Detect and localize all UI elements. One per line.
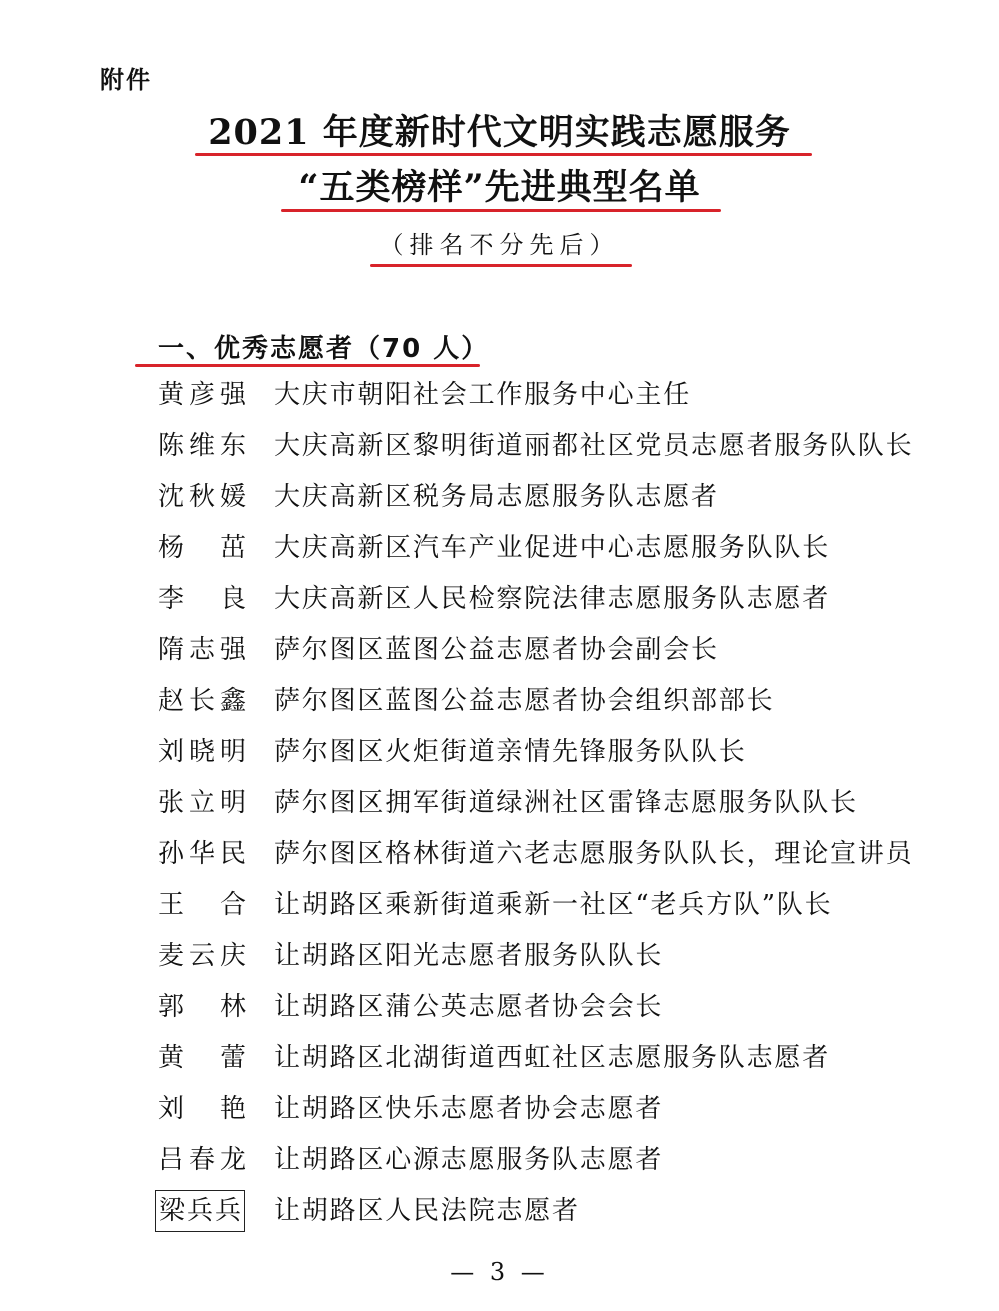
- volunteer-description: 让胡路区蒲公英志愿者协会会长: [274, 992, 664, 1022]
- volunteer-description: 大庆市朝阳社会工作服务中心主任: [274, 380, 692, 410]
- volunteer-name: 吕春龙: [158, 1145, 246, 1175]
- list-item: [0, 474, 999, 525]
- list-item: [0, 1086, 999, 1137]
- volunteer-name: 黄彦强: [158, 380, 246, 410]
- volunteer-description: 大庆高新区汽车产业促进中心志愿服务队队长: [274, 533, 831, 563]
- list-item: [0, 678, 999, 729]
- volunteer-name: 郭 林: [158, 992, 246, 1022]
- volunteer-description: 让胡路区快乐志愿者协会志愿者: [274, 1094, 664, 1124]
- document-title-line-2: “五类榜样”先进典型名单: [298, 167, 701, 208]
- title-underline-2: [281, 209, 721, 212]
- volunteer-name: 张立明: [158, 788, 246, 818]
- volunteer-description: 萨尔图区拥军街道绿洲社区雷锋志愿服务队队长: [274, 788, 858, 818]
- volunteer-name: 沈秋媛: [158, 482, 246, 512]
- list-item: [0, 627, 999, 678]
- volunteer-name: 李 良: [158, 584, 246, 614]
- list-item: [0, 729, 999, 780]
- volunteer-description: 让胡路区人民法院志愿者: [274, 1196, 580, 1226]
- section-heading-underline: [135, 364, 480, 367]
- volunteer-name: 梁兵兵: [155, 1190, 245, 1232]
- volunteer-description: 大庆高新区税务局志愿服务队志愿者: [274, 482, 719, 512]
- volunteer-description: 大庆高新区人民检察院法律志愿服务队志愿者: [274, 584, 831, 614]
- volunteer-description: 萨尔图区蓝图公益志愿者协会组织部部长: [274, 686, 775, 716]
- document-subtitle: （排名不分先后）: [379, 231, 620, 259]
- volunteer-list: [0, 372, 999, 1239]
- volunteer-description: 让胡路区阳光志愿者服务队队长: [274, 941, 664, 971]
- list-item: [0, 984, 999, 1035]
- volunteer-name: 杨 茁: [158, 533, 246, 563]
- volunteer-description: 让胡路区乘新街道乘新一社区“老兵方队”队长: [274, 890, 833, 920]
- list-item: [0, 525, 999, 576]
- page-number: — 3 —: [450, 1258, 549, 1286]
- title-underline-1: [195, 153, 812, 156]
- subtitle-underline: [370, 264, 632, 267]
- document-title-line-1: 2021 年度新时代文明实践志愿服务: [208, 112, 791, 153]
- volunteer-description: 萨尔图区火炬街道亲情先锋服务队队长: [274, 737, 747, 767]
- volunteer-name: 黄 蕾: [158, 1043, 246, 1073]
- volunteer-name: 麦云庆: [158, 941, 246, 971]
- volunteer-description: 萨尔图区蓝图公益志愿者协会副会长: [274, 635, 719, 665]
- volunteer-description: 让胡路区北湖街道西虹社区志愿服务队志愿者: [274, 1043, 831, 1073]
- list-item: [0, 933, 999, 984]
- list-item: [0, 576, 999, 627]
- volunteer-name: 赵长鑫: [158, 686, 246, 716]
- volunteer-name: 王 合: [158, 890, 246, 920]
- list-item: [0, 1137, 999, 1188]
- list-item: [0, 831, 999, 882]
- volunteer-name: 陈维东: [158, 431, 246, 461]
- volunteer-name: 隋志强: [158, 635, 246, 665]
- list-item: [0, 1035, 999, 1086]
- volunteer-description: 萨尔图区格林街道六老志愿服务队队长，理论宣讲员: [274, 839, 914, 869]
- volunteer-name: 刘晓明: [158, 737, 246, 767]
- volunteer-name: 孙华民: [158, 839, 246, 869]
- list-item: [0, 372, 999, 423]
- volunteer-description: 大庆高新区黎明街道丽都社区党员志愿者服务队队长: [274, 431, 914, 461]
- list-item: [0, 780, 999, 831]
- section-heading: 一、优秀志愿者（70 人）: [158, 334, 490, 364]
- volunteer-name: 刘 艳: [158, 1094, 246, 1124]
- attachment-label: 附件: [100, 66, 152, 94]
- list-item: [0, 882, 999, 933]
- list-item: [0, 1188, 999, 1239]
- list-item: [0, 423, 999, 474]
- volunteer-description: 让胡路区心源志愿服务队志愿者: [274, 1145, 664, 1175]
